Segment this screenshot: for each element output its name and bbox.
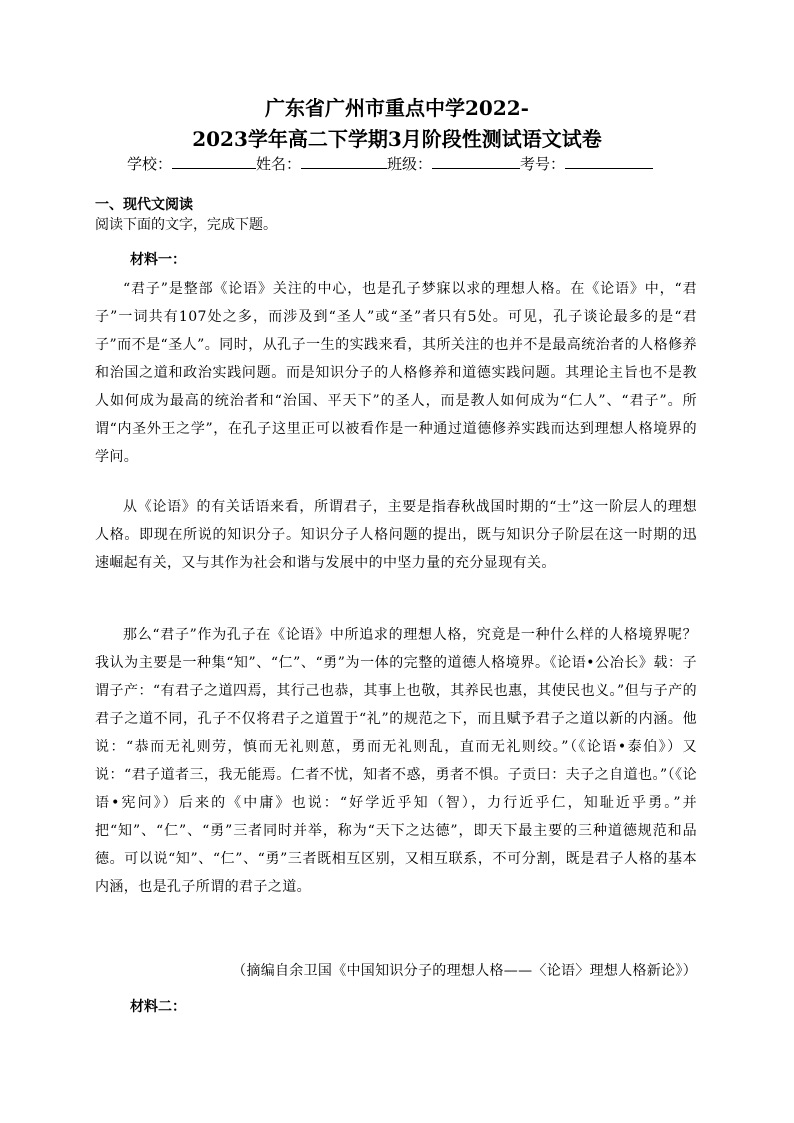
class-blank[interactable] xyxy=(432,154,520,169)
class-label: 班级： xyxy=(387,155,433,173)
material1-source: （摘编自余卫国《中国知识分子的理想人格——〈论语〉理想人格新论》） xyxy=(232,963,697,979)
name-label: 姓名： xyxy=(256,155,302,173)
student-info-row xyxy=(127,154,687,174)
exam-title-line1: 广东省广州市重点中学2022- xyxy=(265,96,529,120)
material1-paragraph-2: 从《论语》的有关话语来看，所谓君子，主要是指春秋战国时期的“士”这一阶层人的理想人格。即现在所说的知识分子。知识分子人格问题的提出，既与知识分子阶层在这一时期的迅速崛起有关，又与其作为社会和谐与发展中的中坚力量的充分显现有关。 xyxy=(95,499,697,571)
material1-paragraph-1: “君子”是整部《论语》关注的中心，也是孔子梦寐以求的理想人格。在《论语》中，“君子”一词共有107处之多，而涉及到“圣人”或“圣”者只有5处。可见，孔子谈论最多的是“君子”而不是“圣人”。同时，从孔子一生的实践来看，其所关注的也并不是最高统治者的人格修养和治国之道和政治实践问题。而是知识分子的人格修养和道德实践问题。其理论主旨也不是教人如何成为最高的统治者和“治国、平天下”的圣人，而是教人如何成为“仁人”、“君子”。所谓“内圣外王之学”，在孔子这里正可以被看作是一种通过道德修养实践而达到理想人格境界的学问。 xyxy=(95,281,697,465)
id-label: 考号： xyxy=(520,155,566,173)
material2-label: 材料二： xyxy=(130,999,186,1015)
exam-title-line2: 2023学年高二下学期3月阶段性测试语文试卷 xyxy=(192,127,602,151)
material1-label: 材料一： xyxy=(130,252,186,268)
material1-paragraph-3: 那么“君子”作为孔子在《论语》中所追求的理想人格，究竟是一种什么样的人格境界呢？我认为主要是一种集“知”、“仁”、“勇”为一体的完整的道德人格境界。《论语•公冶长》载：子谓子产：“有君子之道四焉，其行己也恭，其事上也敬，其养民也惠，其使民也义。”但与子产的君子之道不同，孔子不仅将君子之道置于“礼”的规范之下，而且赋予君子之道以新的内涵。他说：“恭而无礼则劳，慎而无礼则葸，勇而无礼则乱，直而无礼则绞。”（《论语•泰伯》）又说：“君子道者三，我无能焉。仁者不忧，知者不惑，勇者不惧。子贡曰：夫子之自道也。”（《论语•宪问》）后来的《中庸》也说：“好学近乎知（智），力行近乎仁，知耻近乎勇。”并把“知”、“仁”、“勇”三者同时并举，称为“天下之达德”，即天下最主要的三种道德规范和品德。可以说“知”、“仁”、“勇”三者既相互区别，又相互联系，不可分割，既是君子人格的基本内涵，也是孔子所谓的君子之道。 xyxy=(95,627,697,895)
name-blank[interactable] xyxy=(301,154,387,169)
section-heading: 一、现代文阅读 xyxy=(95,197,193,213)
id-blank[interactable] xyxy=(565,154,653,169)
school-blank[interactable] xyxy=(172,154,256,169)
school-label: 学校： xyxy=(127,155,173,173)
section-instruction: 阅读下面的文字，完成下题。 xyxy=(95,217,277,233)
